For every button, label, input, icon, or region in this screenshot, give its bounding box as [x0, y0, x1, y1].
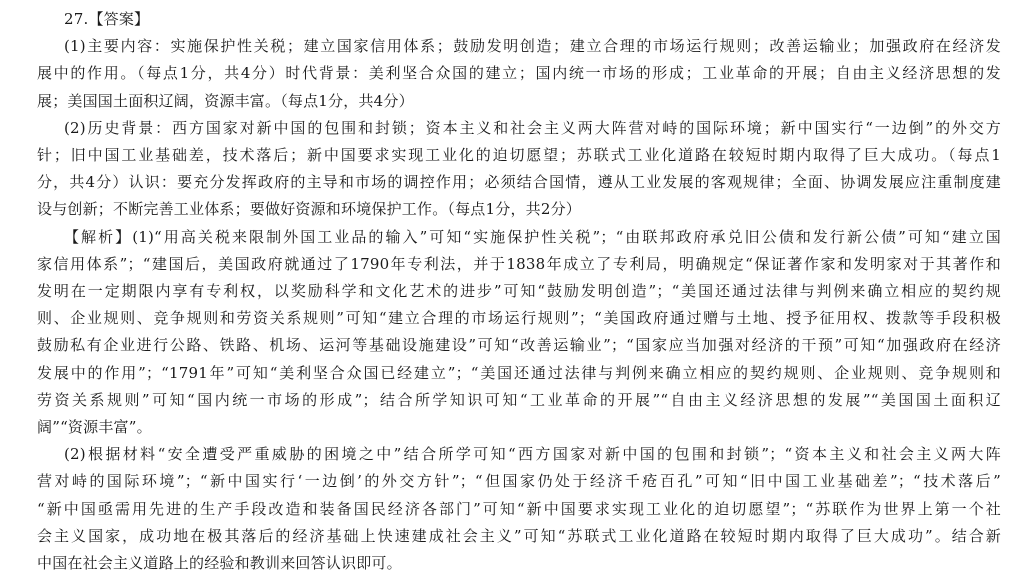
- text-line: 展；美国国土面积辽阔，资源丰富。（每点1分，共4分）: [37, 91, 414, 110]
- analysis-line: 【解析】(1)“用高关税来限制外国工业品的输入”可知“实施保护性关税”；“由联邦政府承兑旧公债和发行新公债”可知“建立国: [64, 227, 1001, 246]
- analysis-line: 家信用体系”；“建国后，美国政府就通过了1790年专利法，并于1838年成立了专利局，明确规定“保证著作家和发明家对于其著作和: [37, 254, 1001, 273]
- analysis-line: 发明在一定期限内享有专利权，以奖励科学和文化艺术的进步”可知“鼓励发明创造”；“美国还通过法律与判例来确立相应的契约规: [37, 282, 1001, 301]
- answer-heading: 27.【答案】: [64, 10, 150, 28]
- analysis-line: 发展中的作用”；“1791年”可知“美利坚合众国已经建立”；“美国还通过法律与判例来确立相应的契约规则、企业规则、竞争规则和: [37, 363, 1001, 382]
- text-line: 设与创新；不断完善工业体系；要做好资源和环境保护工作。（每点1分，共2分）: [37, 200, 581, 219]
- analysis-line: (2)根据材料“安全遭受严重威胁的困境之中”结合所学可知“西方国家对新中国的包围和封锁”；“资本主义和社会主义两大阵: [64, 445, 1001, 464]
- analysis-line: 劳资关系规则”可知“国内统一市场的形成”；结合所学知识可知“工业革命的开展”“自由主义经济思想的发展”“美国国土面积辽: [37, 390, 1001, 409]
- text-line: (1)主要内容：实施保护性关税；建立国家信用体系；鼓励发明创造；建立合理的市场运行规则；改善运输业；加强政府在经济发: [64, 37, 1001, 56]
- text-line: (2)历史背景：西方国家对新中国的包围和封锁；资本主义和社会主义两大阵营对峙的国际环境；新中国实行“一边倒”的外交方: [64, 118, 1001, 137]
- analysis-line: 营对峙的国际环境”；“新中国实行‘一边倒’的外交方针”；“但国家仍处于经济千疮百孔”可知“旧中国工业基础差”；“技术落后”: [37, 472, 1001, 491]
- analysis-line: 中国在社会主义道路上的经验和教训来回答认识即可。: [37, 554, 402, 573]
- analysis-line: 阔”“资源丰富”。: [37, 418, 152, 437]
- analysis-line: 鼓励私有企业进行公路、铁路、机场、运河等基础设施建设”可知“改善运输业”；“国家应当加强对经济的干预”可知“加强政府在经济: [37, 336, 1001, 355]
- text-line: 分，共4分）认识：要充分发挥政府的主导和市场的调控作用；必须结合国情，遵从工业发展的客观规律；全面、协调发展应注重制度建: [37, 173, 1001, 192]
- text-line: 针；旧中国工业基础差，技术落后；新中国要求实现工业化的迫切愿望；苏联式工业化道路在较短时期内取得了巨大成功。（每点1: [37, 146, 1001, 165]
- answer-document: [0, 6, 1017, 577]
- text-line: 展中的作用。（每点1分，共4分）时代背景：美利坚合众国的建立；国内统一市场的形成；工业革命的开展；自由主义经济思想的发: [37, 64, 1001, 83]
- analysis-line: 会主义国家，成功地在极其落后的经济基础上快速建成社会主义”可知“苏联式工业化道路在较短时期内取得了巨大成功”。结合新: [37, 526, 1001, 545]
- analysis-line: “新中国亟需用先进的生产手段改造和装备国民经济各部门”可知“新中国要求实现工业化的迫切愿望”；“苏联作为世界上第一个社: [37, 499, 1001, 518]
- analysis-line: 则、企业规则、竞争规则和劳资关系规则”可知“建立合理的市场运行规则”；“美国政府通过赠与土地、授予征用权、拨款等手段积极: [37, 309, 1001, 328]
